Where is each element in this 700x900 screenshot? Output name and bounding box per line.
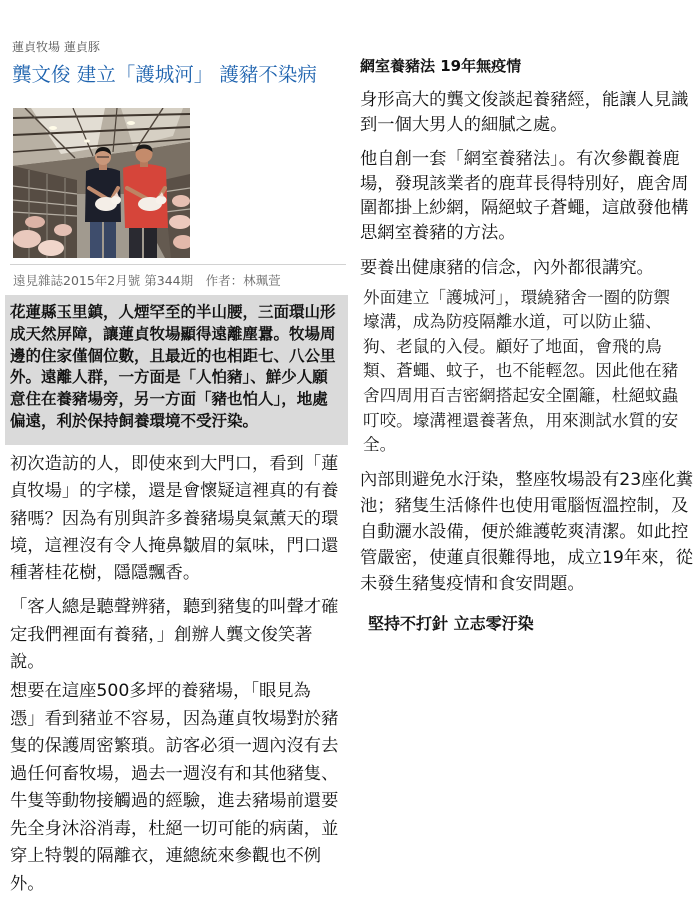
paragraph-line: 初次造訪的人，即使來到大門口，看到「蓮 [10, 454, 339, 474]
paragraph-line: 說。 [10, 652, 45, 672]
lead-line: 邊的住家僅個位數，且最近的也相距七、八公里 [10, 346, 336, 365]
paragraph-line: 舍四周用百吉密網搭起安全圍籬，杜絕蚊蟲 [363, 386, 679, 406]
body-paragraph [360, 88, 695, 138]
body-paragraph [10, 594, 345, 677]
paragraph-line: 場，發現該業者的鹿茸長得特別好，鹿舍周 [360, 173, 689, 194]
body-paragraph [360, 256, 695, 281]
paragraph-line: 要養出健康豬的信念，內外都很講究。 [360, 257, 654, 278]
article-photo [13, 108, 190, 258]
body-paragraph [360, 467, 695, 597]
paragraph-line: 種著桂花樹，隱隱飄香。 [10, 563, 201, 584]
paragraph-line: 思網室養豬的方法。 [360, 223, 516, 244]
lead-line: 意住在養豬場旁，另一方面「豬也怕人」，地處 [10, 390, 328, 409]
article-title: 龔文俊 建立「護城河」 護豬不染病 [12, 63, 317, 86]
lead-paragraph-box [5, 295, 348, 445]
paragraph-line: 想要在這座500多坪的養豬場，「眼見為 [10, 681, 311, 701]
lead-line: 偏遠，利於保持飼養環境不受汙染。 [10, 411, 259, 430]
paragraph-line: 「客人總是聽聲辨豬，聽到豬隻的叫聲才確 [10, 597, 339, 617]
pig-pen-left [13, 166, 77, 258]
paragraph-line: 過任何畜牧場，過去一週沒有和其他豬隻、 [10, 763, 339, 784]
caption-divider [10, 264, 346, 265]
paragraph-line: 內部則避免水汙染，整座牧場設有23座化糞 [360, 470, 694, 490]
paragraph-line: 貞牧場」的字樣，還是會懷疑這裡真的有養 [10, 481, 339, 502]
paragraph-line: 先全身沐浴消毒，杜絕一切可能的病菌，並 [10, 818, 339, 839]
paragraph-line: 池；豬隻生活條件也使用電腦恆溫控制，及 [360, 496, 689, 516]
paragraph-line: 他自創一套「網室養豬法」。有次參觀養鹿 [360, 149, 680, 169]
paragraph-line: 叮咬。壕溝裡還養著魚，用來測試水質的安 [363, 410, 679, 430]
paragraph-line: 牛隻等動物接觸過的經驗，進去豬場前還要 [10, 791, 339, 811]
paragraph-line: 全。 [363, 435, 397, 455]
paragraph-line: 壕溝，成為防疫隔離水道，可以防止貓、 [363, 312, 662, 332]
paragraph-line: 外。 [10, 873, 45, 894]
paragraph-line: 豬嗎？因為有別與許多養豬場臭氣薰天的環 [10, 508, 339, 529]
paragraph-line: 外面建立「護城河」，環繞豬舍一圈的防禦 [363, 287, 670, 307]
paragraph-line: 類、蒼蠅、蚊子，也不能輕忽。因此他在豬 [363, 361, 679, 381]
paragraph-line: 穿上特製的隔離衣，連總統來參觀也不例 [10, 846, 322, 866]
lead-line: 成天然屏障，讓蓮貞牧場顯得遠離塵囂。牧場周 [10, 324, 336, 343]
body-paragraph [10, 451, 345, 587]
paragraph-line: 定我們裡面有養豬，」創辦人龔文俊笑著 [10, 624, 313, 645]
paragraph-line: 憑」看到豬並不容易，因為蓮貞牧場對於豬 [10, 708, 339, 729]
photo-caption: 遠見雜誌2015年2月號 第344期 作者：林珮萱 [13, 273, 281, 288]
paragraph-line: 狗、老鼠的入侵。顧好了地面，會飛的鳥 [363, 336, 662, 356]
paragraph-line: 身形高大的龔文俊談起養豬經，能讓人見識 [360, 90, 689, 110]
lead-line: 花蓮縣玉里鎮，人煙罕至的半山腰，三面環山形 [10, 303, 336, 321]
next-section-heading: 堅持不打針 立志零汙染 [368, 614, 534, 633]
article-kicker: 蓮貞牧場 蓮貞豚 [12, 40, 100, 54]
lead-line: 外。遠離人群，一方面是「人怕豬」、鮮少人願 [10, 368, 328, 387]
paragraph-line: 自動灑水設備，便於維護乾爽清潔。如此控 [360, 522, 689, 542]
body-paragraph [10, 678, 345, 898]
body-paragraph [363, 286, 693, 458]
paragraph-line: 隻的保護周密繁瑣。訪客必須一週內沒有去 [10, 736, 339, 756]
paragraph-line: 圍都掛上紗網，隔絕蚊子蒼蠅，這啟發他構 [360, 198, 689, 219]
paragraph-line: 未發生豬隻疫情和食安問題。 [360, 574, 585, 594]
paragraph-line: 境，這裡沒有令人掩鼻皺眉的氣味，門口還 [10, 535, 339, 556]
body-paragraph [360, 147, 695, 246]
paragraph-line: 到一個大男人的細膩之處。 [360, 115, 568, 135]
paragraph-line: 管嚴密，使蓮貞很難得地，成立19年來，從 [360, 548, 694, 568]
section-heading: 網室養豬法 19年無疫情 [360, 57, 522, 75]
